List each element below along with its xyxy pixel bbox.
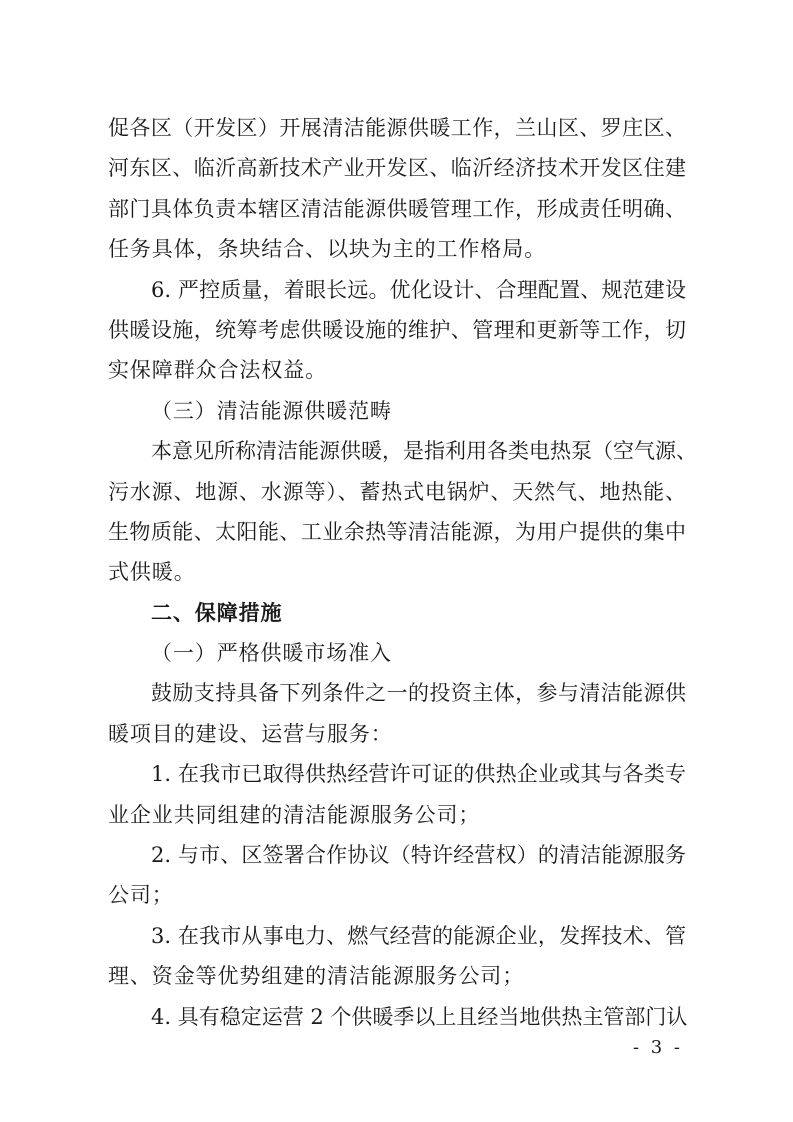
section-heading: （三）清洁能源供暖范畴 — [151, 398, 392, 423]
paragraph-line: 6. 严控质量，着眼长远。优化设计、合理配置、规范建设 — [151, 277, 686, 302]
paragraph-line: 暖项目的建设、运营与服务： — [108, 721, 393, 746]
list-item-line: 3. 在我市从事电力、燃气经营的能源企业，发挥技术、管 — [151, 923, 686, 948]
paragraph-line: 任务具体，条块结合、以块为主的工作格局。 — [108, 237, 546, 262]
section-heading: （一）严格供暖市场准入 — [151, 641, 392, 666]
chapter-heading: 二、保障措施 — [151, 600, 283, 625]
paragraph-line: 促各区（开发区）开展清洁能源供暖工作，兰山区、罗庄区、 — [108, 116, 686, 140]
list-item-line: 理、资金等优势组建的清洁能源服务公司； — [108, 964, 525, 989]
paragraph-line: 河东区、临沂高新技术产业开发区、临沂经济技术开发区住建 — [108, 156, 686, 181]
list-item-line: 业企业共同组建的清洁能源服务公司； — [108, 802, 481, 827]
paragraph-line: 污水源、地源、水源等）、蓄热式电锅炉、天然气、地热能、 — [108, 479, 686, 504]
list-item-line: 1. 在我市已取得供热经营许可证的供热企业或其与各类专 — [151, 762, 686, 787]
list-item-line: 2. 与市、区签署合作协议（特许经营权）的清洁能源服务 — [151, 843, 686, 868]
paragraph-line: 实保障群众合法权益。 — [108, 358, 327, 383]
paragraph-line: 式供暖。 — [108, 560, 196, 585]
paragraph-line: 生物质能、太阳能、工业余热等清洁能源，为用户提供的集中 — [108, 519, 686, 544]
list-item-line: 4. 具有稳定运营 2 个供暖季以上且经当地供热主管部门认 — [151, 1004, 688, 1029]
paragraph-line: 部门具体负责本辖区清洁能源供暖管理工作，形成责任明确、 — [108, 196, 686, 221]
list-item-line: 公司； — [108, 883, 174, 908]
document-body — [108, 108, 697, 1037]
paragraph-line: 鼓励支持具备下列条件之一的投资主体，参与清洁能源供 — [151, 681, 686, 706]
page-number: - 3 - — [632, 1037, 683, 1058]
paragraph-line: 供暖设施，统筹考虑供暖设施的维护、管理和更新等工作，切 — [108, 317, 686, 342]
paragraph-line: 本意见所称清洁能源供暖，是指利用各类电热泵（空气源、 — [151, 439, 697, 464]
